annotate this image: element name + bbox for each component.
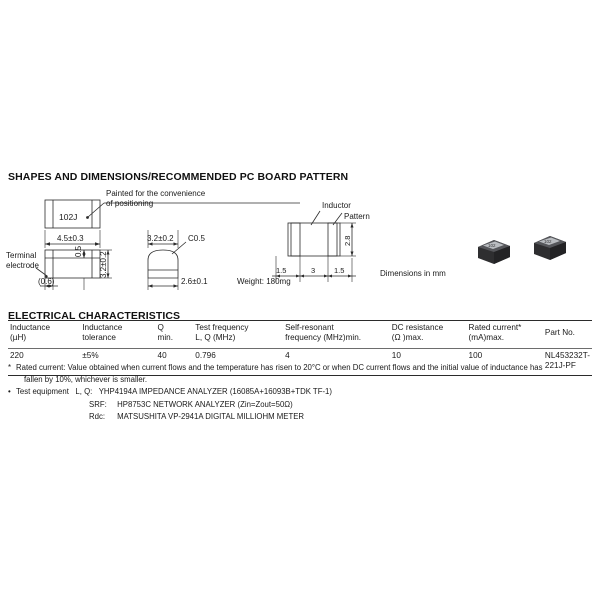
pattern-inductor-label: Inductor <box>322 201 351 210</box>
dimension-width-label: 3.2±0.2 <box>147 234 174 243</box>
header-line-2: (mA)max. <box>468 333 505 343</box>
electrical-characteristics-heading: ELECTRICAL CHARACTERISTICS <box>8 310 181 322</box>
cell-dc-resistance: 10 <box>390 349 467 376</box>
column-header-self-resonant-frequency <box>283 321 390 349</box>
inductor-photo-1 <box>474 236 514 266</box>
cell-self-resonant-frequency: 4 <box>283 349 390 376</box>
svg-text:102: 102 <box>488 243 496 248</box>
dimension-electrode-label: (0.6) <box>38 277 55 286</box>
column-header-rated-current <box>467 321 543 349</box>
painted-callout-line2: of positioning <box>106 199 154 208</box>
weight-label: Weight: 180mg <box>237 277 291 286</box>
header-line-1: Self-resonant <box>285 323 334 332</box>
header-line-2: min. <box>157 333 174 343</box>
test-equipment-rdc-value: MATSUSHITA VP-2941A DIGITAL MILLIOHM METER <box>117 411 305 421</box>
header-line-1: Inductance <box>10 323 51 332</box>
column-header-dc-resistance <box>390 321 467 349</box>
terminal-electrode-label-line1: Terminal <box>6 251 37 260</box>
pattern-dim-left-label: 1.5 <box>276 266 287 275</box>
test-equipment-lq-value: YHP4194A IMPEDANCE ANALYZER (16085A+16093B+TDK TF-1) <box>98 387 332 397</box>
svg-text:102: 102 <box>544 239 552 244</box>
painted-callout-line1: Painted for the convenience <box>106 189 206 198</box>
rated-current-note-line2: fallen by 10%, whichever is smaller. <box>24 375 148 385</box>
header-line-2: tolerance <box>82 333 116 343</box>
pattern-dim-center-label: 3 <box>311 266 316 275</box>
cell-test-frequency: 0.796 <box>193 349 283 376</box>
header-line-2: (Ω )max. <box>391 333 424 343</box>
footnotes <box>8 362 594 423</box>
header-line-2: frequency (MHz)min. <box>285 333 362 343</box>
header-line-1: DC resistance <box>391 323 444 332</box>
table-head <box>8 321 592 349</box>
terminal-electrode-label-line2: electrode <box>6 261 39 270</box>
test-equipment-note <box>8 386 594 423</box>
note-bullet-asterisk: * <box>8 363 12 372</box>
column-header-inductance-tolerance <box>80 321 155 349</box>
inductor-photo-2 <box>530 232 570 262</box>
cell-inductance-tolerance: ±5% <box>80 349 155 376</box>
dimension-length-label: 4.5±0.3 <box>57 234 84 243</box>
cell-rated-current: 100 <box>467 349 543 376</box>
header-line-2: (µH) <box>10 333 27 343</box>
shapes-and-dimensions-heading: SHAPES AND DIMENSIONS/RECOMMENDED PC BOARD PATTERN <box>8 171 349 183</box>
dimension-chamfer-label: C0.5 <box>188 234 205 243</box>
rated-current-note <box>8 362 594 386</box>
cell-part-no: NL453232T-221J-PF <box>543 349 592 376</box>
header-line-1: Part No. <box>544 328 575 337</box>
header-line-1: Q <box>157 323 164 332</box>
table-header-row <box>8 321 592 349</box>
pattern-units-label: Dimensions in mm <box>380 269 446 278</box>
header-line-1: Inductance <box>82 323 123 332</box>
header-line-2: L, Q (MHz) <box>195 333 236 343</box>
cell-q-min: 40 <box>156 349 194 376</box>
test-equipment-rdc-row <box>16 411 594 423</box>
test-equipment-rdc-label: Rdc: <box>89 411 106 421</box>
dimension-base-label: 2.6±0.1 <box>181 277 208 286</box>
part-marking-label: 102J <box>59 212 78 222</box>
header-line-1: Test frequency <box>195 323 249 332</box>
cell-inductance: 220 <box>8 349 80 376</box>
pattern-pattern-label: Pattern <box>344 212 370 221</box>
column-header-q-min <box>156 321 194 349</box>
test-equipment-srf-row <box>16 399 594 411</box>
test-equipment-label: Test equipment <box>16 387 69 397</box>
dimension-height-label: 3.2±0.2 <box>99 251 108 278</box>
test-equipment-srf-value: HP8753C NETWORK ANALYZER (Zin=Zout=50Ω) <box>117 399 293 409</box>
product-photos <box>462 230 596 276</box>
column-header-part-no <box>543 321 592 349</box>
note-bullet-dot: • <box>8 387 11 397</box>
pattern-height-label: 2.8 <box>343 235 352 246</box>
header-line-1: Rated current* <box>468 323 522 332</box>
column-header-inductance <box>8 321 80 349</box>
rated-current-note-line1: Rated current: Value obtained when current flows and the temperature has risen to 20°C or when DC current flows and the initial value of inductance has <box>16 363 543 372</box>
dimension-pad-height-label: 0.5 <box>74 245 83 257</box>
test-equipment-lq-label: L, Q: <box>75 387 93 397</box>
column-header-test-frequency <box>193 321 283 349</box>
pattern-dim-right-label: 1.5 <box>334 266 345 275</box>
test-equipment-srf-label: SRF: <box>89 399 107 409</box>
